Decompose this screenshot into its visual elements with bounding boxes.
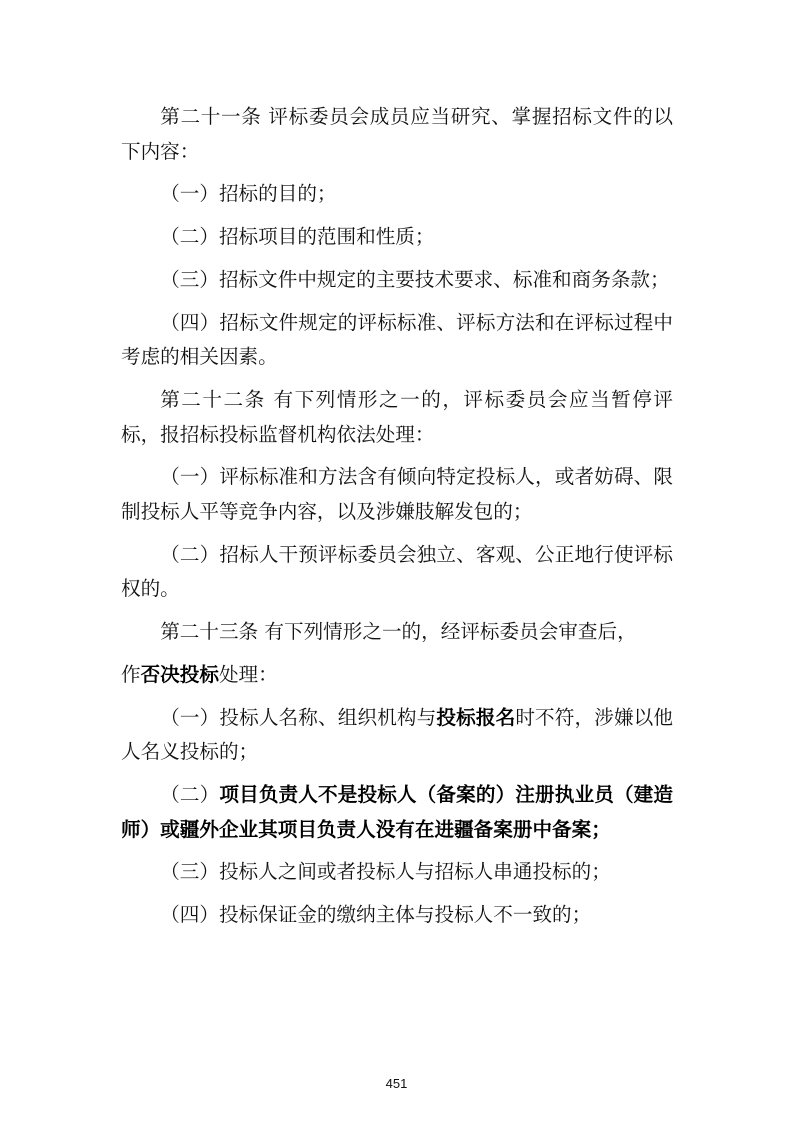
article-21-item-4: （四）招标文件规定的评标标准、评标方法和在评标过程中考虑的相关因素。: [121, 310, 673, 369]
article-21-item-3: （三）招标文件中规定的主要技术要求、标准和商务条款；: [160, 267, 670, 291]
bold-text-span: 否决投标: [140, 662, 219, 686]
text-span: （一）投标人名称、组织机构与: [160, 705, 437, 729]
document-body: [121, 100, 673, 933]
article-23-item-4: （四）投标保证金的缴纳主体与投标人不一致的；: [160, 903, 592, 927]
article-21-item-1: （一）招标的目的；: [160, 182, 337, 206]
page-number: 451: [385, 1076, 408, 1091]
article-23-item-2: [121, 778, 673, 847]
article-21-paragraph: 第二十一条 评标委员会成员应当研究、掌握招标文件的以下内容：: [121, 105, 673, 163]
text-span: 处理：: [218, 662, 278, 686]
bold-text-span: 投标报名: [436, 705, 516, 729]
article-23-paragraph: 第二十三条 有下列情形之一的，经评标委员会审查后，: [160, 620, 637, 644]
bold-text-span: 项目负责人不是投标人（备案的）注册执业员（建造师）或疆外企业其项目负责人没有在进疆备案册中备案；: [121, 782, 674, 841]
article-23-item-1: [121, 701, 673, 770]
article-23-item-3: （三）投标人之间或者投标人与招标人串通投标的；: [160, 860, 611, 884]
article-21-item-2: （二）招标项目的范围和性质；: [160, 225, 435, 249]
text-span: 时不符，涉嫌以他人名义投标的；: [121, 705, 674, 764]
article-23-continuation: [121, 658, 673, 693]
article-22-item-1: （一）评标标准和方法含有倾向特定投标人，或者妨碍、限制投标人平等竞争内容，以及涉嫌肢解发包的；: [121, 465, 673, 524]
article-22-paragraph: 第二十二条 有下列情形之一的，评标委员会应当暂停评标，报招标投标监督机构依法处理：: [121, 387, 673, 446]
text-span: （二）: [160, 782, 220, 806]
article-22-item-2: （二）招标人干预评标委员会独立、客观、公正地行使评标权的。: [121, 542, 673, 601]
text-span: 作: [121, 662, 141, 686]
